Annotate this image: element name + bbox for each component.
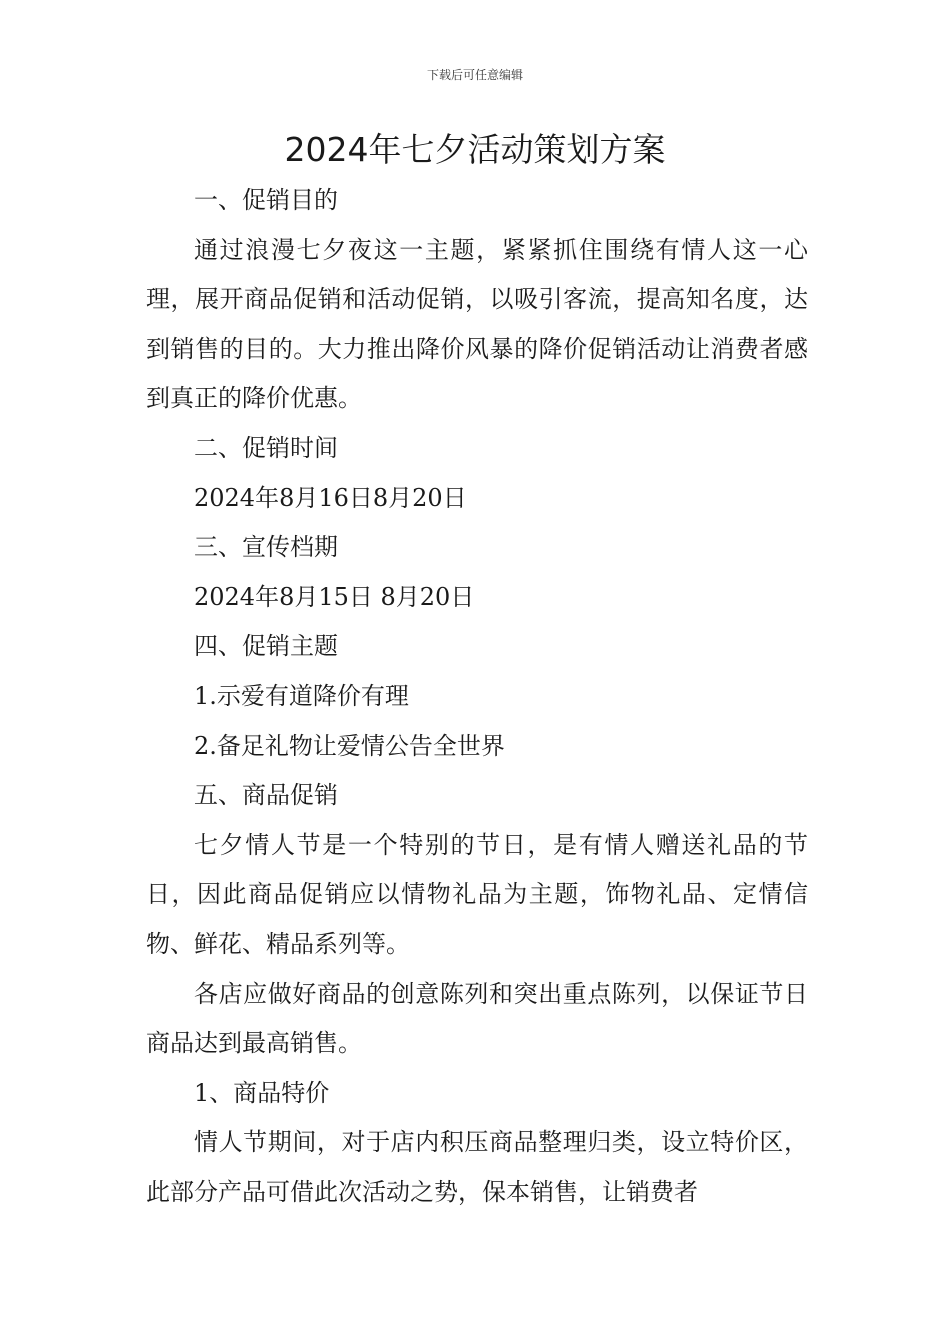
document-body — [146, 176, 808, 1217]
section-heading-time: 二、促销时间 — [194, 433, 338, 462]
paragraph-special-price: 情人节期间，对于店内积压商品整理归类，设立特价区，此部分产品可借此次活动之势，保本销售，让销费者 — [146, 1128, 808, 1206]
list-item-theme-2: 2.备足礼物让爱情公告全世界 — [194, 731, 505, 760]
paragraph-display: 各店应做好商品的创意陈列和突出重点陈列，以保证节日商品达到最高销售。 — [146, 979, 808, 1058]
subsection-heading-special-price: 1、商品特价 — [194, 1078, 330, 1107]
paragraph-purpose: 通过浪漫七夕夜这一主题，紧紧抓住围绕有情人这一心理，展开商品促销和活动促销，以吸引客流，提高知名度，达到销售的目的。大力推出降价风暴的降价促销活动让消费者感到真正的降价优惠。 — [146, 235, 808, 413]
section-heading-purpose: 一、促销目的 — [194, 186, 338, 214]
header-note: 下载后可任意编辑 — [426, 68, 523, 82]
document-title: 2024年七夕活动策划方案 — [284, 130, 666, 169]
section-heading-theme: 四、促销主题 — [194, 632, 338, 661]
section-heading-product-promotion: 五、商品促销 — [194, 781, 338, 810]
paragraph-product-promotion: 七夕情人节是一个特别的节日，是有情人赠送礼品的节日，因此商品促销应以情物礼品为主题，饰物礼品、定情信物、鲜花、精品系列等。 — [146, 830, 808, 958]
paragraph-publicity: 2024年8月15日 8月20日 — [194, 582, 475, 611]
list-item-theme-1: 1.示爱有道降价有理 — [194, 681, 409, 710]
section-heading-publicity: 三、宣传档期 — [194, 533, 338, 562]
paragraph-time: 2024年8月16日8月20日 — [194, 483, 467, 512]
